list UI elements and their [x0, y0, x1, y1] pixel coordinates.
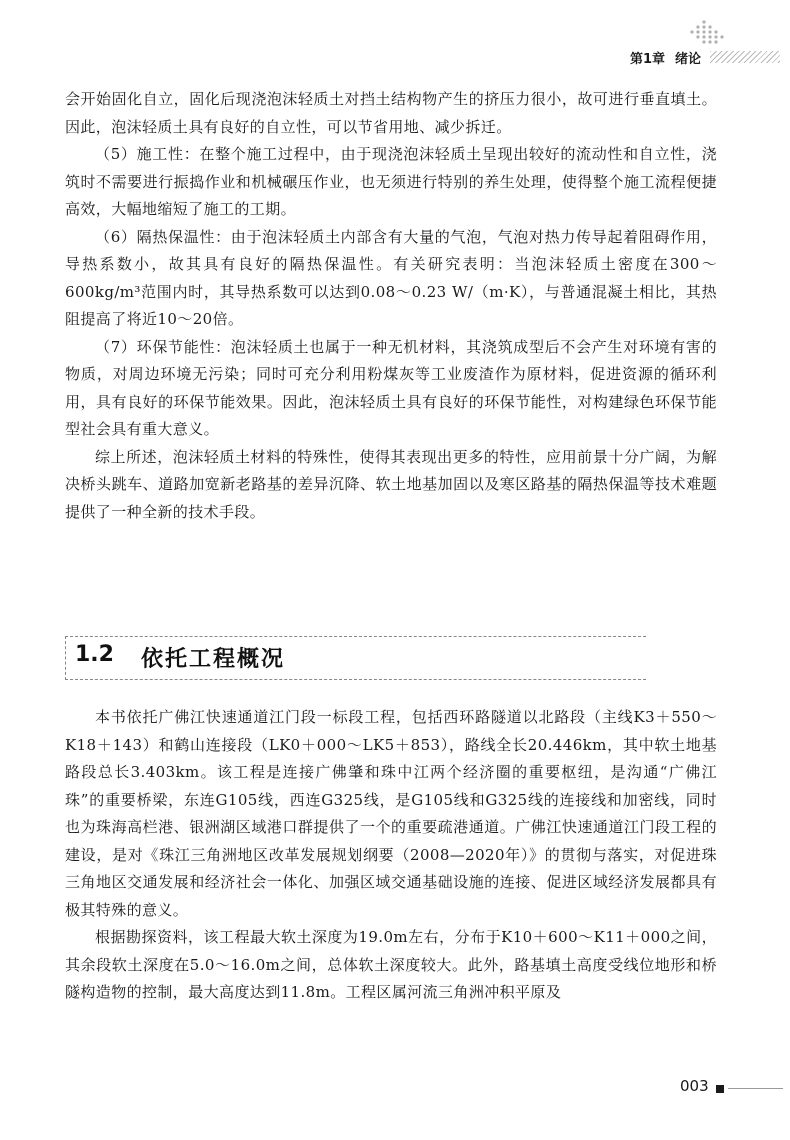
page-number-rule: [728, 1088, 783, 1089]
paragraph: 本书依托广佛江快速通道江门段一标段工程，包括西环路隧道以北路段（主线K3＋550～K18＋143）和鹤山连接段（LK0＋000～LK5＋853），路线全长20.446km，其中软土地基路段总长3.403km。该工程是连接广佛肇和珠中江两个经济圈的重要枢纽，是沟通“广佛江珠”的重要桥梁，东连G105线，西连G325线，是G105线和G325线的连接线和加密线，同时也为珠海高栏港、银洲湖区域港口群提供了一个的重要疏港通道。广佛江快速通道江门段工程的建设，是对《珠江三角洲地区改革发展规划纲要（2008—2020年）》的贯彻与落实，对促进珠三角地区交通发展和经济社会一体化、加强区域交通基础设施的连接、促进区域经济发展都具有极其特殊的意义。: [65, 708, 717, 919]
body-text-bottom: [65, 704, 717, 1007]
section-title: 依托工程概况: [141, 647, 286, 672]
running-header: [0, 18, 790, 70]
paragraph: 根据勘探资料，该工程最大软土深度为19.0m左右，分布于K10＋600～K11＋000之间，其余段软土深度在5.0～16.0m之间，总体软土深度较大。此外，路基填土高度受线位地形和桥隧构造物的控制，最大高度达到11.8m。工程区属河流三角洲冲积平原及: [65, 928, 717, 1001]
header-hatch-decoration: [710, 51, 780, 63]
section-heading: [65, 636, 645, 678]
chapter-label: [630, 48, 701, 67]
dot-pattern-icon: [664, 18, 724, 52]
paragraph: 会开始固化自立，固化后现浇泡沫轻质土对挡土结构物产生的挤压力很小，故可进行垂直填土。因此，泡沫轻质土具有良好的自立性，可以节省用地、减少拆迁。: [65, 90, 717, 136]
section-number: 1.2: [75, 642, 114, 667]
chapter-number: 第1章: [630, 52, 666, 67]
chapter-title: 绪论: [675, 52, 702, 67]
page-number: 003: [680, 1077, 709, 1095]
paragraph: 综上所述，泡沫轻质土材料的特殊性，使得其表现出更多的特性，应用前景十分广阔，为解决桥头跳车、道路加宽新老路基的差异沉降、软土地基加固以及寒区路基的隔热保温等技术难题提供了一种全新的技术手段。: [65, 447, 717, 521]
paragraph: （6）隔热保温性：由于泡沫轻质土内部含有大量的气泡，气泡对热力传导起着阻碍作用，导热系数小，故其具有良好的隔热保温性。有关研究表明：当泡沫轻质土密度在300～600kg/m³范围内时，其导热系数可以达到0.08～0.23 W/（m·K），与普通混凝土相比，其热阻提高了将近10～20倍。: [65, 227, 717, 328]
paragraph: （7）环保节能性：泡沫轻质土也属于一种无机材料，其浇筑成型后不会产生对环境有害的物质，对周边环境无污染；同时可充分利用粉煤灰等工业废渣作为原材料，促进资源的循环利用，具有良好的环保节能效果。因此，泡沫轻质土具有良好的环保节能性，对构建绿色环保节能型社会具有重大意义。: [65, 337, 717, 438]
page-number-marker: [716, 1085, 724, 1093]
body-text-top: [65, 86, 717, 526]
paragraph: （5）施工性：在整个施工过程中，由于现浇泡沫轻质土呈现出较好的流动性和自立性，浇筑时不需要进行振捣作业和机械碾压作业，也无须进行特别的养生处理，使得整个施工流程便捷高效，大幅地缩短了施工的工期。: [65, 145, 717, 218]
